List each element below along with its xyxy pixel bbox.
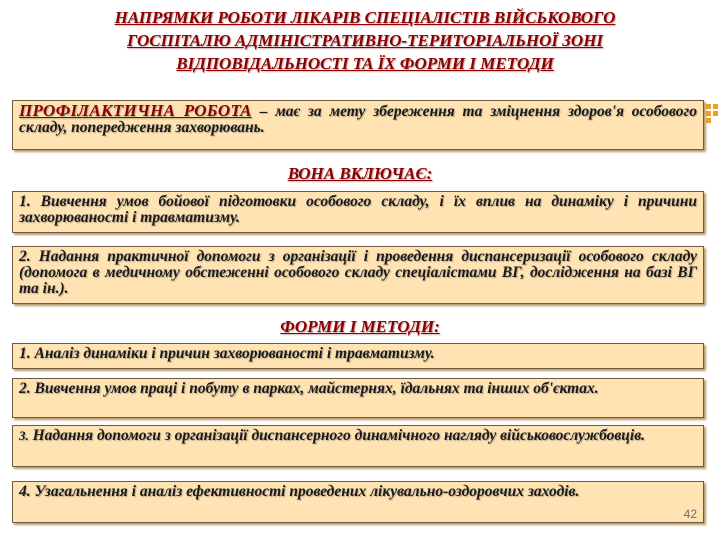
title-line-3: ВІДПОВІДАЛЬНОСТІ ТА ЇХ ФОРМИ І МЕТОДИ	[176, 54, 554, 73]
methods-item-1: 1. Аналіз динаміки і причин захворюваності і травматизму.	[12, 343, 704, 369]
title-line-1: НАПРЯМКИ РОБОТИ ЛІКАРІВ СПЕЦІАЛІСТІВ ВІЙСЬКОВОГО	[114, 8, 616, 27]
methods-item-3	[12, 425, 704, 467]
includes-heading: ВОНА ВКЛЮЧАЄ:	[287, 164, 433, 183]
decorative-squares-icon	[704, 102, 720, 126]
slide-title	[20, 6, 710, 75]
methods-heading: ФОРМИ І МЕТОДИ:	[280, 317, 440, 336]
page-number: 42	[683, 507, 697, 521]
prophylaxis-box	[12, 100, 704, 150]
title-line-2: ГОСПІТАЛЮ АДМІНІСТРАТИВНО-ТЕРИТОРІАЛЬНОЇ ЗОНІ	[126, 31, 604, 50]
methods-item-3-text: Надання допомоги з організації диспансерного динамічного нагляду військовослужбовців.	[32, 427, 646, 444]
methods-item-3-number: 3.	[19, 428, 29, 443]
prophylaxis-label: ПРОФІЛАКТИЧНА РОБОТА	[19, 101, 252, 120]
includes-item-2: 2. Надання практичної допомоги з організації і проведення диспансеризації особового складу (допомога в медичному обстеженні особового складу спеціалістами ВГ, дослідження на базі ВГ та ін.).	[12, 246, 704, 304]
prophylaxis-description: – має за мету збереження та зміцнення здоров'я особового складу, попередження захворювань.	[19, 103, 697, 136]
includes-item-1: 1. Вивчення умов бойової підготовки особового складу, і їх вплив на динаміку і причини захворюваності і травматизму.	[12, 191, 704, 233]
methods-item-4	[12, 481, 704, 523]
methods-item-4-text: 4. Узагальнення і аналіз ефективності проведених лікувально-оздоровчих заходів.	[19, 483, 580, 500]
methods-item-2: 2. Вивчення умов праці і побуту в парках, майстернях, їдальнях та інших об'єктах.	[12, 378, 704, 418]
